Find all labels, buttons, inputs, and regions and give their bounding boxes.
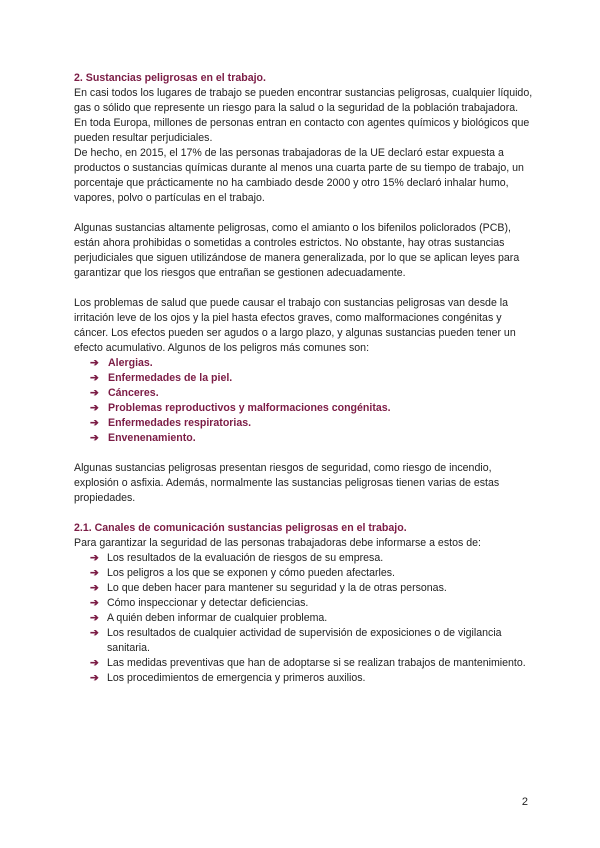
arrow-icon: ➔ xyxy=(90,567,99,579)
list-item: ➔ Alergias. xyxy=(90,357,153,369)
arrow-icon: ➔ xyxy=(90,357,99,369)
page-number: 2 xyxy=(521,796,528,808)
list-item: ➔ Enfermedades de la piel. xyxy=(90,372,233,384)
paragraph-2: En toda Europa, millones de personas entran en contacto con agentes químicos y biológicos que pueden resultar perjudiciales. xyxy=(74,117,530,144)
document-page xyxy=(74,71,534,686)
paragraph-5: Los problemas de salud que puede causar el trabajo con sustancias peligrosas van desde la irritación leve de los ojos y la piel hasta efectos graves, como malformaciones congénitas y cáncer. Los efectos pueden ser agudos o a largo plazo, y algunas sustancias pueden tener un efecto acumulativo. Algunos de los peligros más comunes son: xyxy=(74,297,516,354)
list-item: ➔ Los resultados de la evaluación de riesgos de su empresa. xyxy=(90,552,384,564)
paragraph-3: De hecho, en 2015, el 17% de las personas trabajadoras de la UE declaró estar expuesta a productos o sustancias químicas durante al menos una cuarta parte de su tiempo de trabajo, un porcentaje que prácticamente no ha cambiado desde 2000 y otro 15% declaró inhalar humo, vapores, polvo o partículas en el trabajo. xyxy=(74,147,524,204)
arrow-icon: ➔ xyxy=(90,387,99,399)
arrow-icon: ➔ xyxy=(90,657,99,669)
arrow-icon: ➔ xyxy=(90,432,99,444)
list-item: ➔ Los procedimientos de emergencia y primeros auxilios. xyxy=(90,672,366,684)
arrow-icon: ➔ xyxy=(90,552,99,564)
list-item: ➔ Problemas reproductivos y malformaciones congénitas. xyxy=(90,402,391,414)
communication-list xyxy=(74,551,534,686)
arrow-icon: ➔ xyxy=(90,627,99,639)
section-2-1-intro: Para garantizar la seguridad de las personas trabajadoras debe informarse a estos de: xyxy=(74,537,481,549)
list-item: ➔ Los peligros a los que se exponen y cómo pueden afectarles. xyxy=(90,567,395,579)
list-item: ➔ Cómo inspeccionar y detectar deficiencias. xyxy=(90,597,309,609)
hazards-list xyxy=(74,356,534,446)
paragraph-4: Algunas sustancias altamente peligrosas, como el amianto o los bifenilos policlorados (PCB), están ahora prohibidas o sometidas a controles estrictos. No obstante, hay otras sustancias perjudiciales que siguen utilizándose de manera generalizada, por lo que se aplican leyes para garantizar que los riesgos que entrañan se gestionen adecuadamente. xyxy=(74,222,520,279)
section-2-1-heading: 2.1. Canales de comunicación sustancias peligrosas en el trabajo. xyxy=(74,522,407,534)
list-item: ➔ A quién deben informar de cualquier problema. xyxy=(90,612,328,624)
list-item: ➔ Lo que deben hacer para mantener su seguridad y la de otras personas. xyxy=(90,582,447,594)
paragraph-1: En casi todos los lugares de trabajo se pueden encontrar sustancias peligrosas, cualquier líquido, gas o sólido que represente un riesgo para la salud o la seguridad de la población trabajadora. xyxy=(74,87,533,114)
paragraph-6: Algunas sustancias peligrosas presentan riesgos de seguridad, como riesgo de incendio, explosión o asfixia. Además, normalmente las sustancias peligrosas tienen varias de estas propiedades. xyxy=(74,462,500,504)
list-item: ➔ Los resultados de cualquier actividad de supervisión de exposiciones o de vigilancia sanitaria. xyxy=(90,627,502,654)
arrow-icon: ➔ xyxy=(90,417,99,429)
list-item: ➔ Las medidas preventivas que han de adoptarse si se realizan trabajos de mantenimiento. xyxy=(90,657,526,669)
arrow-icon: ➔ xyxy=(90,612,99,624)
arrow-icon: ➔ xyxy=(90,582,99,594)
list-item: ➔ Cánceres. xyxy=(90,387,159,399)
section-2-heading: 2. Sustancias peligrosas en el trabajo. xyxy=(74,72,266,84)
arrow-icon: ➔ xyxy=(90,402,99,414)
list-item: ➔ Envenenamiento. xyxy=(90,432,196,444)
list-item: ➔ Enfermedades respiratorias. xyxy=(90,417,252,429)
arrow-icon: ➔ xyxy=(90,672,99,684)
arrow-icon: ➔ xyxy=(90,597,99,609)
arrow-icon: ➔ xyxy=(90,372,99,384)
